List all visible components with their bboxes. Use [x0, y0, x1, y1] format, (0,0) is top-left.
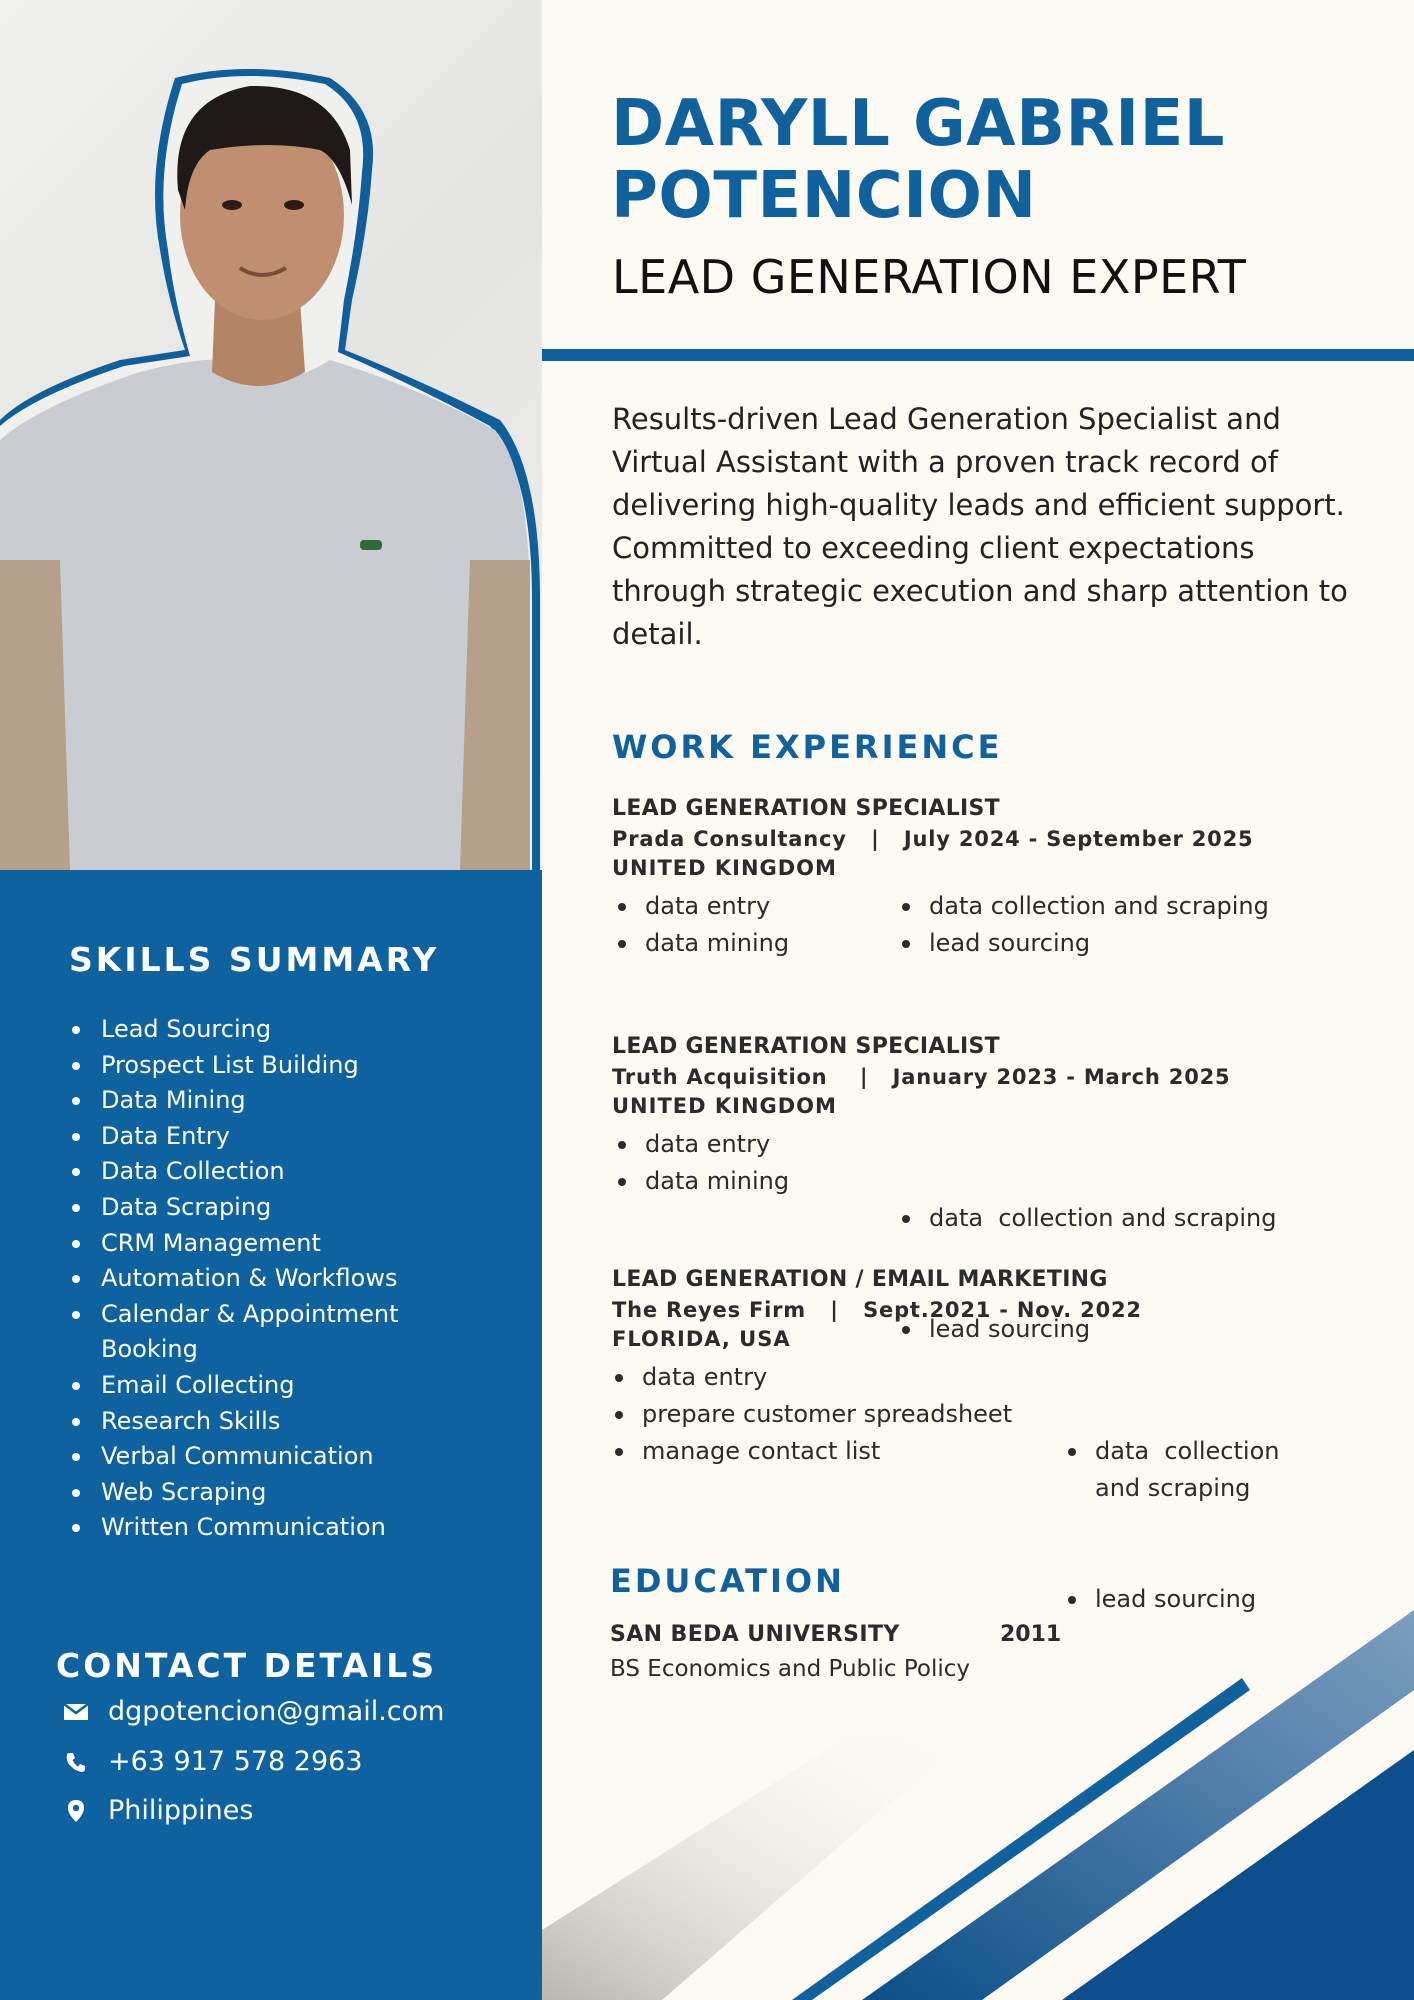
skill-item: Data Scraping	[70, 1190, 450, 1226]
envelope-icon	[56, 1697, 96, 1727]
job-location: FLORIDA, USA	[612, 1327, 791, 1351]
email-text: dgpotencion@gmail.com	[108, 1696, 445, 1727]
title-divider	[542, 349, 1414, 361]
list-item: lead sourcing	[896, 1311, 1277, 1348]
job-title: LEAD GENERATION EXPERT	[612, 250, 1247, 304]
skill-item: Data Mining	[70, 1083, 450, 1119]
list-item: prepare customer spreadsheet	[609, 1396, 1012, 1433]
job-role: LEAD GENERATION SPECIALIST	[612, 796, 1000, 821]
list-item: data entry	[612, 888, 789, 925]
education-school: SAN BEDA UNIVERSITY	[610, 1622, 900, 1647]
list-item: manage contact list	[609, 1433, 1012, 1470]
contact-location	[56, 1795, 253, 1826]
job-meta: Prada Consultancy | July 2024 - September 2025	[612, 827, 1254, 851]
skill-item: CRM Management	[70, 1226, 450, 1262]
job-location: UNITED KINGDOM	[612, 1094, 837, 1118]
job-duties-col2	[896, 888, 1269, 962]
full-name	[611, 88, 1225, 232]
name-line-2: POTENCION	[611, 159, 1037, 233]
list-item: data entry	[612, 1126, 789, 1163]
skill-item: Automation & Workflows	[70, 1261, 450, 1297]
list-item: data mining	[612, 1163, 789, 1200]
list-item: lead sourcing	[896, 925, 1269, 962]
profile-photo	[0, 0, 542, 870]
job-meta: The Reyes Firm | Sept.2021 - Nov. 2022	[612, 1298, 1142, 1322]
list-item: data mining	[612, 925, 789, 962]
skills-heading: SKILLS SUMMARY	[69, 940, 440, 979]
list-item: data collection and scraping	[896, 1200, 1277, 1237]
decorative-stripes	[542, 1590, 1414, 2000]
job-duties-col1	[609, 1359, 1012, 1470]
contact-email[interactable]	[56, 1696, 444, 1727]
profile-summary: Results-driven Lead Generation Specialist and Virtual Assistant with a proven track record of delivering high-quality leads and efficient support. Committed to exceeding client expectations through strategic execution and sharp attention to detail.	[612, 402, 1348, 651]
job-role: LEAD GENERATION SPECIALIST	[612, 1034, 1000, 1059]
sidebar	[0, 870, 542, 2000]
contact-heading: CONTACT DETAILS	[56, 1646, 438, 1685]
education-heading: EDUCATION	[610, 1562, 845, 1600]
education-year: 2011	[1000, 1622, 1062, 1647]
list-item: data entry	[609, 1359, 1012, 1396]
name-line-1: DARYLL GABRIEL	[611, 87, 1226, 161]
skill-item: Web Scraping	[70, 1475, 450, 1511]
list-item: data collection and scraping	[896, 888, 1269, 925]
skill-item: Data Entry	[70, 1119, 450, 1155]
skill-item: Calendar & Appointment Booking	[70, 1297, 450, 1368]
skill-item: Email Collecting	[70, 1368, 450, 1404]
skill-item: Prospect List Building	[70, 1048, 450, 1084]
work-experience-heading: WORK EXPERIENCE	[612, 728, 1003, 766]
contact-phone[interactable]	[56, 1746, 363, 1777]
skill-item: Lead Sourcing	[70, 1012, 450, 1048]
phone-icon	[56, 1747, 96, 1777]
map-pin-icon	[56, 1796, 96, 1826]
job-duties-col1	[612, 888, 789, 962]
list-item: lead sourcing	[1062, 1581, 1292, 1618]
left-column	[0, 0, 542, 2000]
location-text: Philippines	[108, 1795, 254, 1826]
skill-item: Data Collection	[70, 1154, 450, 1190]
skills-list	[70, 1012, 450, 1546]
skill-item: Verbal Communication	[70, 1439, 450, 1475]
phone-text: +63 917 578 2963	[108, 1746, 363, 1777]
job-role: LEAD GENERATION / EMAIL MARKETING	[612, 1267, 1108, 1292]
job-entry-1	[612, 796, 1372, 957]
job-location: UNITED KINGDOM	[612, 856, 837, 880]
job-meta: Truth Acquisition | January 2023 - March 2025	[612, 1065, 1231, 1089]
skill-item: Written Communication	[70, 1510, 450, 1546]
education-degree: BS Economics and Public Policy	[610, 1656, 971, 1682]
job-duties-col1	[612, 1126, 789, 1200]
list-item: data collection and scraping	[1062, 1433, 1292, 1507]
skill-item: Research Skills	[70, 1404, 450, 1440]
